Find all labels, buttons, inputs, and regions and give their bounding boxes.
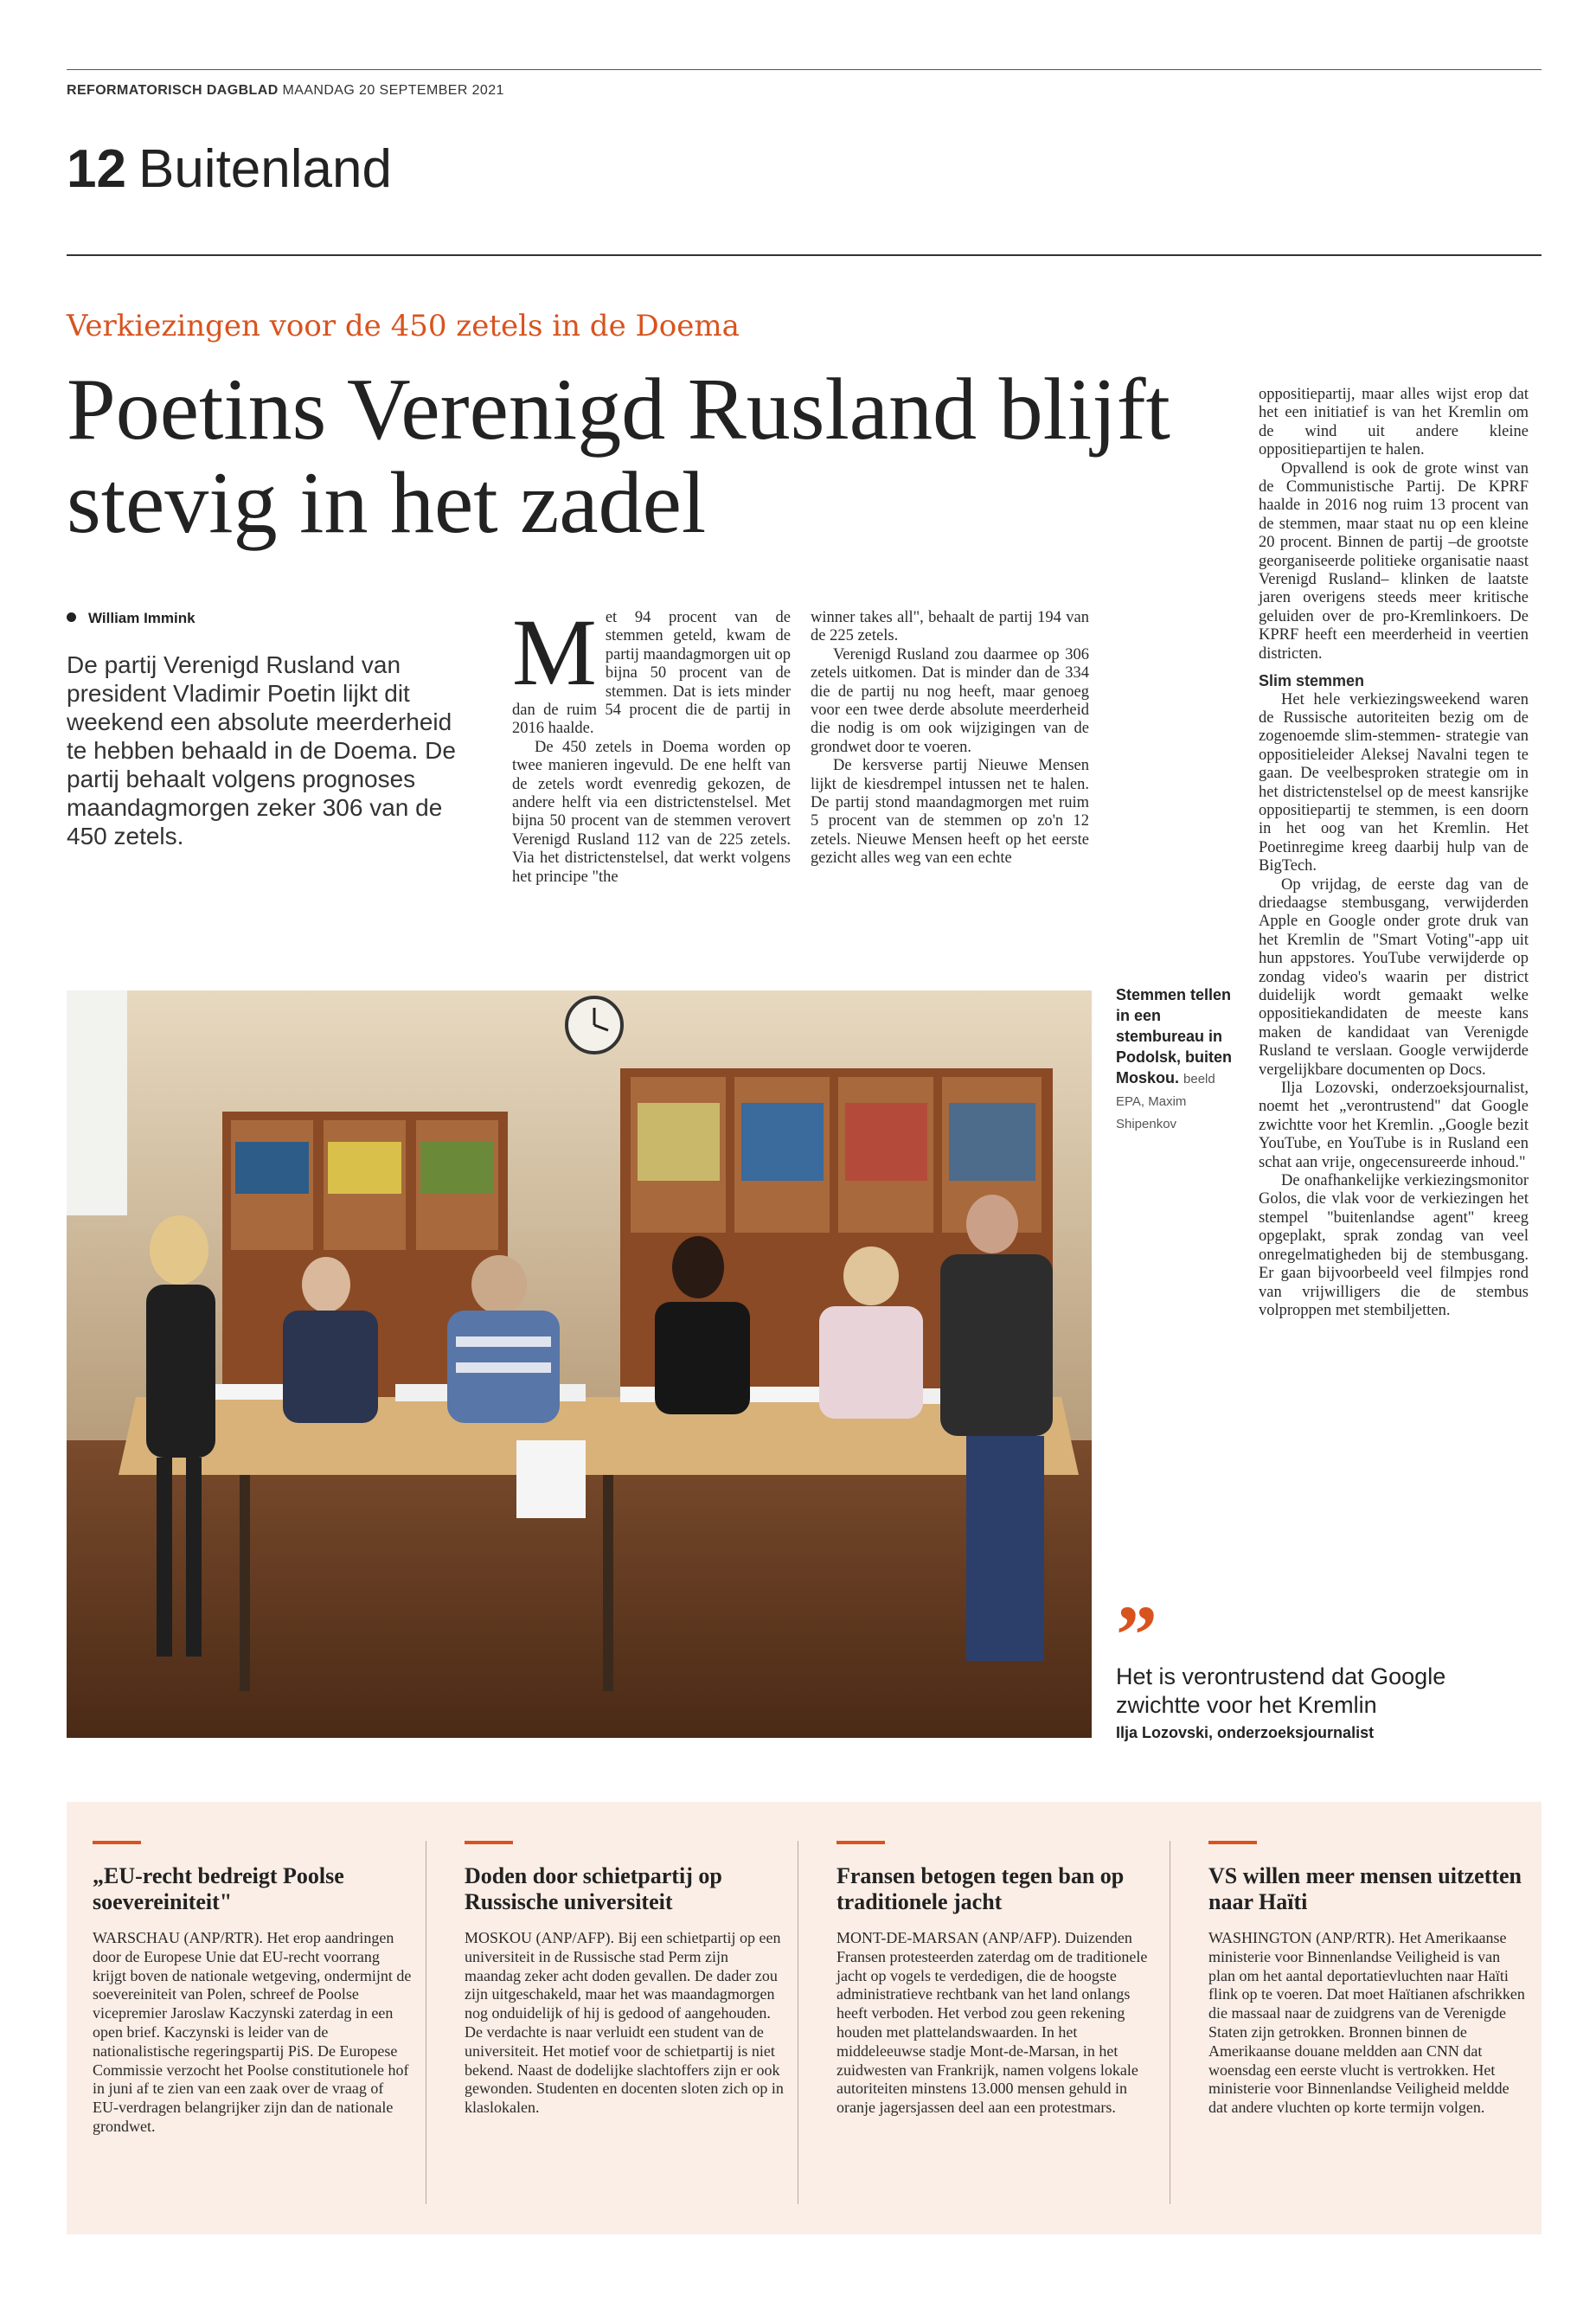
article-headline: Poetins Verenigd Rusland blijft stevig in het zadel xyxy=(67,361,1170,552)
top-rule xyxy=(67,69,1542,70)
section-rule xyxy=(67,254,1542,256)
article-column-3 xyxy=(1259,386,1529,1320)
article-column-2 xyxy=(811,609,1089,868)
paragraph: De 450 zetels in Doema worden op twee manieren ingevuld. De ene helft van de zetels wordt evenredig gekozen, de andere helft via een districtenstelsel. Met bijna 50 procent van de stemmen verovert Verenigd Rusland 112 van de 225 zetels. Via het districtenstelsel, dat werkt volgens het principe "the xyxy=(512,738,791,886)
vote-counting-photo xyxy=(67,990,1092,1738)
byline xyxy=(67,610,195,627)
author-name: William Immink xyxy=(88,610,195,626)
brief-body: WARSCHAU (ANP/RTR). Het erop aandringen door de Europese Unie dat EU-recht voorrang krijgt boven de nationale wetgeving, ondermijnt de soevereiniteit van Polen, schreef de Poolse vicepremier Jaroslaw Kaczynski zaterdag in een open brief. Kaczynski is leider van de nationalistische regeringspartij PiS. De Europese Commissie verzocht het Poolse constitutionele hof in juni af te zien van een zaak over de vraag of EU-verdragen belangrijker zijn dan de nationale grondwet. xyxy=(93,1929,412,2135)
brief-title: VS willen meer mensen uitzetten naar Haïti xyxy=(1208,1863,1522,1914)
quote-source: Ilja Lozovski, onderzoeksjournalist xyxy=(1116,1724,1375,1741)
article-kicker: Verkiezingen voor de 450 zetels in de Doema xyxy=(67,309,740,343)
brief-body: WASHINGTON (ANP/RTR). Het Amerikaanse ministerie voor Binnenlandse Veiligheid is van plan om het aantal deportatievluchten naar Haïti flink op te voeren. Dat moet Haïtianen afschrikken die massaal naar de zuidgrens van de Verenigde Staten zijn getrokken. Bronnen binnen de Amerikaanse douane meldden aan CNN dat woensdag een eerste vlucht is vertrokken. Het ministerie voor Binnenlandse Veiligheid meldde dat andere vluchten op korte termijn volgen. xyxy=(1208,1929,1525,2117)
paragraph: Ilja Lozovski, onderzoeksjournalist, noemt het „verontrustend" dat Google zwichtte voor het Kremlin. „Google bezit YouTube, en YouTube is in Rusland een schat aan vrije, ongecensureerde inhoud." xyxy=(1259,1080,1529,1171)
brief-usa xyxy=(1208,1841,1529,2118)
brief-body: MONT-DE-MARSAN (ANP/AFP). Duizenden Fransen protesteerden zaterdag om de traditionele jacht op vogels te verdedigen, die de hoogste administratieve rechtbank van het land onlangs heeft verboden. Het verbod zou geen rekening houden met plattelandswaarden. In het middeleeuwse stadje Mont-de-Marsan, in het zuidwesten van Frankrijk, namen volgens lokale autoriteiten minstens 13.000 mensen gehuld in oranje jagersjassen deel aan een protestmars. xyxy=(836,1929,1148,2117)
photo-caption xyxy=(1116,984,1241,1135)
caption-text: Stemmen tellen in een stembureau in Podolsk, buiten Moskou. xyxy=(1116,986,1233,1086)
article-column-1 xyxy=(512,599,791,887)
brief-title: Doden door schietpartij op Russische universiteit xyxy=(465,1863,722,1914)
subhead: Slim stemmen xyxy=(1259,672,1365,690)
masthead xyxy=(67,83,504,99)
news-briefs xyxy=(67,1802,1542,2234)
paragraph: De kersverse partij Nieuwe Mensen lijkt de kiesdrempel intussen net te halen. De partij stond maandagmorgen met ruim 5 procent van de stemmen op zo'n 12 zetels. Nieuwe Mensen heeft op het eerste gezicht alles weg van een echte xyxy=(811,757,1089,868)
article-photo xyxy=(67,990,1092,1738)
article-lead: De partij Verenigd Rusland van president Vladimir Poetin lijkt dit weekend een absolute meerderheid te hebben behaald in de Doema. De partij behaalt volgens prognoses maandagmorgen zeker 306 van de 450 zetels. xyxy=(67,651,456,849)
brief-poland xyxy=(93,1841,413,2137)
brief-accent-bar xyxy=(93,1841,141,1844)
brief-accent-bar xyxy=(465,1841,513,1844)
page-number: 12 xyxy=(67,139,126,199)
paper-name: REFORMATORISCH DAGBLAD xyxy=(67,83,279,98)
brief-accent-bar xyxy=(1208,1841,1257,1844)
paragraph: Op vrijdag, de eerste dag van de driedaagse stembusgang, verwijderden Apple en Google onder grote druk van het Kremlin de "Smart Voting"-app uit hun appstores. YouTube verwijderde op zondag video's waarin per district duidelijk wordt gemaakt welke oppositiekandidaten de meeste kans maken de kandidaat van Verenigde Rusland te verslaan. Google verwijderde vergelijkbare documenten op Docs. xyxy=(1259,875,1529,1079)
paragraph: et 94 procent van de stemmen geteld, kwam de partij maandagmorgen uit op bijna 50 procent van de stemmen. Dat is iets minder dan de ruim 54 procent die de partij in 2016 haalde. xyxy=(512,609,791,738)
paragraph: winner takes all", behaalt de partij 194 van de 225 zetels. xyxy=(811,609,1089,645)
paragraph: De onafhankelijke verkiezingsmonitor Golos, die vlak voor de verkiezingen het stempel "buitenlandse agent" kreeg opgeplakt, sprak zondag van veel onregelmatigheden bij de stembusgang. Er gaan bijvoorbeeld veel filmpjes rond van vrijwilligers die de stembus volproppen met stembiljetten. xyxy=(1259,1172,1529,1319)
paragraph: Het hele verkiezingsweekend waren de Russische autoriteiten bezig om de zogenoemde slim-stemmen- strategie van oppositieleider Aleksej Navalni tegen te gaan. De veelbesproken strategie om in het districtenstelsel op de meest kansrijke oppositiepartij te stemmen, is een doorn in het oog van het Kremlin. Het Poetinregime kreeg daarbij hulp van de BigTech. xyxy=(1259,690,1529,875)
photo-credit: beeld EPA, Maxim Shipenkov xyxy=(1116,1072,1215,1131)
brief-france xyxy=(836,1841,1157,2118)
brief-title: „EU-recht bedreigt Poolse soevereiniteit" xyxy=(93,1863,344,1914)
paragraph: Verenigd Rusland zou daarmee op 306 zetels uitkomen. Dat is minder dan de 334 die de partij nu nog heeft, maar genoeg voor een twee derde absolute meerderheid die nodig is om ook wijzigingen van de grondwet door te voeren. xyxy=(811,645,1089,756)
section-header xyxy=(67,138,392,200)
brief-title: Fransen betogen tegen ban op traditionele jacht xyxy=(836,1863,1125,1914)
pull-quote: Het is verontrustend dat Google zwichtte voor het Kremlin xyxy=(1116,1663,1446,1718)
section-name: Buitenland xyxy=(138,139,392,199)
paragraph: oppositiepartij, maar alles wijst erop dat het een initiatief is van het Kremlin om de wind uit andere kleine oppositiepartijen te halen. xyxy=(1259,386,1529,459)
brief-accent-bar xyxy=(836,1841,885,1844)
byline-bullet xyxy=(67,612,76,622)
brief-body: MOSKOU (ANP/AFP). Bij een schietpartij op een universiteit in de Russische stad Perm zijn maandag zeker acht doden gevallen. De dader zou zijn uitgeschakeld, maar het was maandagmorgen nog onduidelijk of hij is gedood of aangehouden. De verdachte is naar verluidt een student van de universiteit. Het motief voor de schietpartij is niet bekend. Naast de dodelijke slachtoffers zijn er ook gewonden. Studenten en docenten sloten zich op in klaslokalen. xyxy=(465,1929,784,2117)
drop-cap: M xyxy=(512,599,597,705)
quote-mark-icon: ” xyxy=(1116,1588,1157,1681)
brief-russia xyxy=(465,1841,785,2118)
paragraph: Opvallend is ook de grote winst van de Communistische Partij. De KPRF haalde in 2016 nog ruim 13 procent van de stemmen, maar staat nu op een kleine 20 procent. Binnen de partij –de grootste georganiseerde politieke organisatie naast Verenigd Rusland– klinken de laatste jaren overigens steeds meer kritische geluiden over de pro-Kremlinkoers. De KPRF heeft een meerderheid in veertien districten. xyxy=(1259,459,1529,663)
issue-date: MAANDAG 20 SEPTEMBER 2021 xyxy=(282,83,504,98)
